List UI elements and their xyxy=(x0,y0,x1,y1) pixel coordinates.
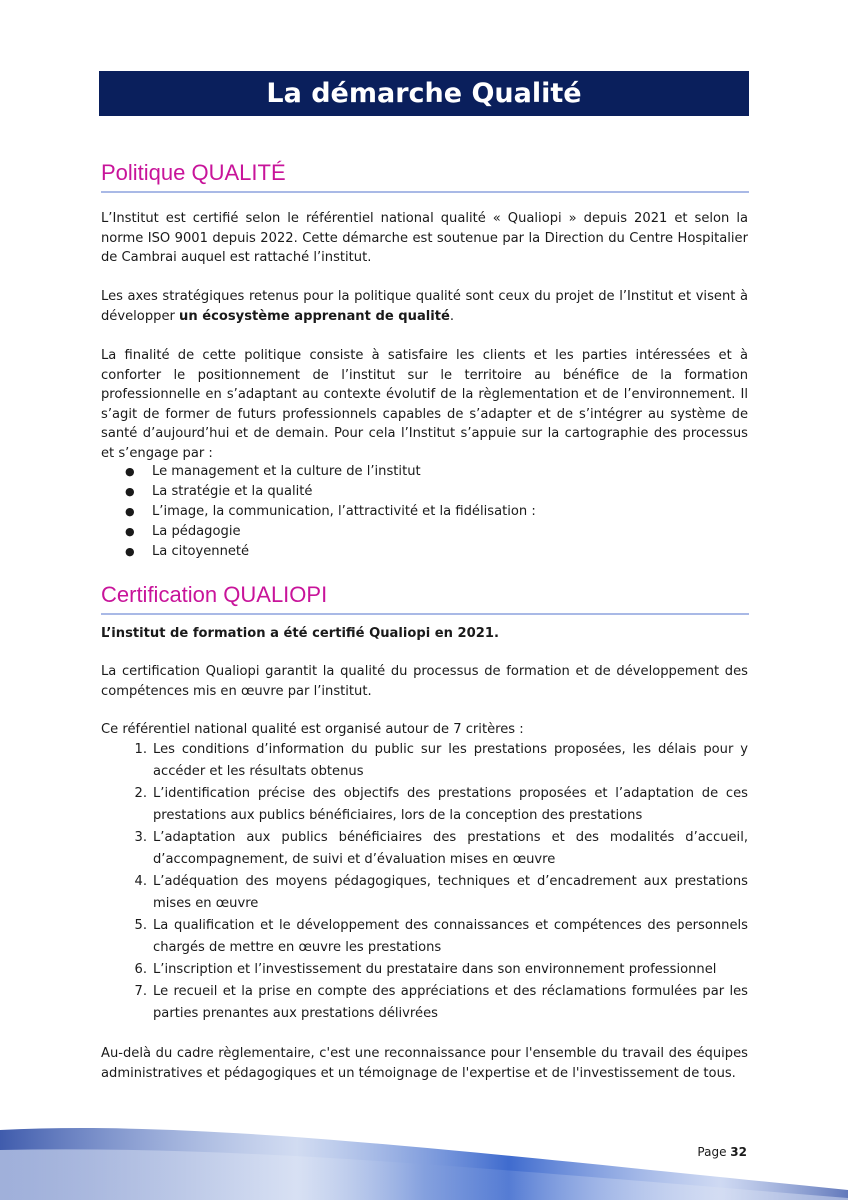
list-item xyxy=(125,502,536,522)
criteria-text: Les conditions d’information du public sur les prestations proposées, les délais pour y accéder et les résultats obtenus xyxy=(153,742,748,779)
axes-bold: un écosystème apprenant de qualité xyxy=(179,308,450,324)
section-title-qualiopi: Certification QUALIOPI xyxy=(101,582,749,615)
criteria-number: 3. xyxy=(134,830,147,845)
list-item xyxy=(125,542,536,562)
criteria-item xyxy=(101,959,748,981)
list-item xyxy=(125,522,536,542)
criteria-text: La qualification et le développement des connaissances et compétences des personnels chargés de mettre en œuvre les prestations xyxy=(153,918,748,955)
criteria-text: L’adéquation des moyens pédagogiques, techniques et d’encadrement aux prestations mises en œuvre xyxy=(153,874,748,911)
axes-end: . xyxy=(449,308,455,324)
list-item-text: La citoyenneté xyxy=(152,544,250,559)
qualiopi-lead: L’institut de formation a été certifié Qualiopi en 2021. xyxy=(101,626,499,641)
page-number-value: 32 xyxy=(730,1145,747,1159)
closing-paragraph: Au-delà du cadre règlementaire, c'est une reconnaissance pour l'ensemble du travail des équipes administratives et pédagogiques et un témoignage de l'expertise et de l'investissement de tous. xyxy=(101,1046,748,1081)
page-number xyxy=(697,1145,747,1159)
bullet-icon: ● xyxy=(125,525,135,538)
section-title-politique: Politique QUALITÉ xyxy=(101,160,749,193)
list-item-text: L’image, la communication, l’attractivité et la fidélisation : xyxy=(152,504,536,519)
criteria-item xyxy=(101,739,748,783)
criteria-text: L’identification précise des objectifs des prestations proposées et l’adaptation de ces prestations aux publics bénéficiaires, lors de la conception des prestations xyxy=(153,786,748,823)
paragraph-finalite: La finalité de cette politique consiste à satisfaire les clients et les parties intéressées et à conforter le positionnement de l’institut sur le territoire au bénéfice de la formation professionnelle en s’adaptant au contexte évolutif de la règlementation et de l’environnement. Il s’agit de former de futurs professionnels capables de s’adapter et de s’intégrer au système de santé d’aujourd’hui et de demain. Pour cela l’Institut s’appuie sur la cartographie des processus et s’engage par : xyxy=(101,348,748,461)
qualiopi-paragraph: La certification Qualiopi garantit la qualité du processus de formation et de développement des compétences mis en œuvre par l’institut. xyxy=(101,664,748,699)
criteria-intro: Ce référentiel national qualité est organisé autour de 7 critères : xyxy=(101,722,524,737)
paragraph-axes xyxy=(101,287,748,326)
bullet-icon: ● xyxy=(125,465,135,478)
bullet-icon: ● xyxy=(125,545,135,558)
criteria-text: L’inscription et l’investissement du prestataire dans son environnement professionnel xyxy=(153,962,717,977)
paragraph-certification: L’Institut est certifié selon le référentiel national qualité « Qualiopi » depuis 2021 et selon la norme ISO 9001 depuis 2022. Cette démarche est soutenue par la Direction du Centre Hospitalier de Cambrai auquel est rattaché l’institut. xyxy=(101,211,748,265)
criteria-number: 4. xyxy=(134,874,147,889)
criteria-number: 7. xyxy=(134,984,147,999)
bullet-icon: ● xyxy=(125,505,135,518)
criteria-item xyxy=(101,783,748,827)
list-item-text: Le management et la culture de l’institut xyxy=(152,464,421,479)
page-label: Page xyxy=(697,1145,727,1159)
criteria-text: Le recueil et la prise en compte des appréciations et des réclamations formulées par les parties prenantes aux prestations délivrées xyxy=(153,984,748,1021)
criteria-item xyxy=(101,871,748,915)
criteria-number: 5. xyxy=(134,918,147,933)
list-item-text: La stratégie et la qualité xyxy=(152,484,313,499)
footer-wave-decoration xyxy=(0,1120,848,1200)
criteria-number: 1. xyxy=(134,742,147,757)
criteria-item xyxy=(101,981,748,1025)
criteria-item xyxy=(101,827,748,871)
criteria-text: L’adaptation aux publics bénéficiaires des prestations et des modalités d’accueil, d’accompagnement, de suivi et d’évaluation mises en œuvre xyxy=(153,830,748,867)
engagement-list xyxy=(125,462,536,562)
list-item xyxy=(125,482,536,502)
bullet-icon: ● xyxy=(125,485,135,498)
criteria-item xyxy=(101,915,748,959)
banner-title: La démarche Qualité xyxy=(266,78,582,109)
axes-text: Les axes stratégiques retenus pour la politique qualité sont ceux du projet de l’Institut et visent à développer xyxy=(101,289,748,324)
page-banner xyxy=(99,71,749,116)
criteria-number: 2. xyxy=(134,786,147,801)
list-item-text: La pédagogie xyxy=(152,524,241,539)
list-item xyxy=(125,462,536,482)
criteria-list xyxy=(101,739,748,1025)
criteria-number: 6. xyxy=(134,962,147,977)
